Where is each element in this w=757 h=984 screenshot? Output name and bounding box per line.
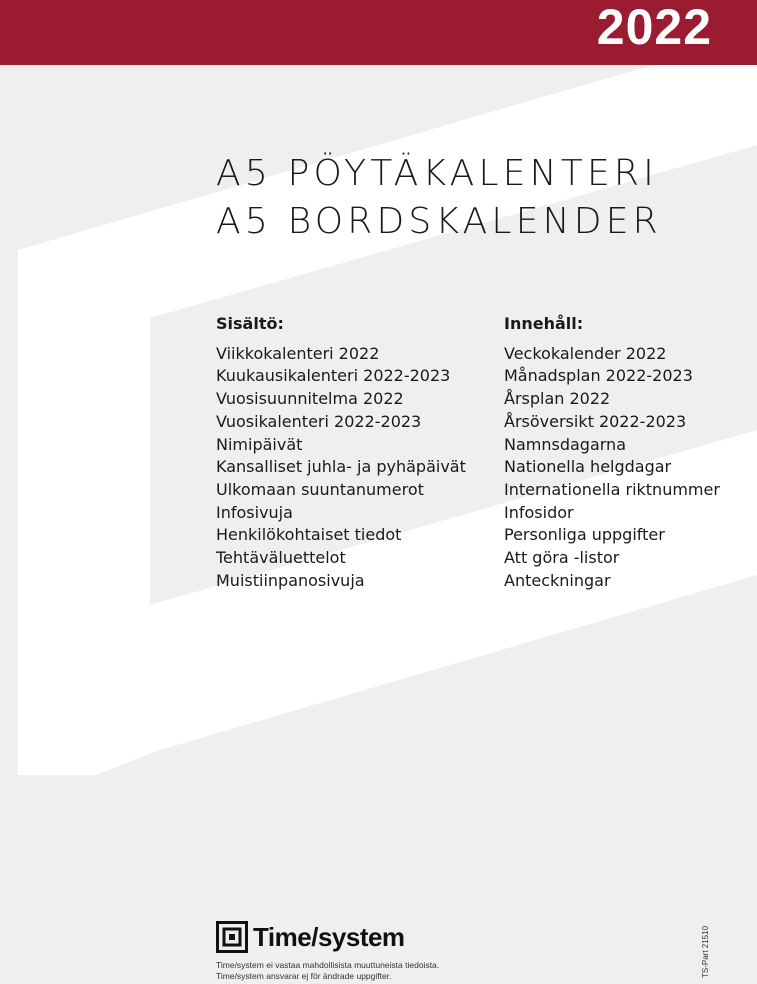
list-item: Nationella helgdagar <box>504 457 672 477</box>
contents-swedish <box>504 313 720 592</box>
part-number: TS-Part 21510 <box>701 925 710 978</box>
page-title <box>216 150 662 246</box>
list-item: Nimipäivät <box>216 434 303 454</box>
list-item: Personliga uppgifter <box>504 525 665 545</box>
list-item: Henkilökohtaiset tiedot <box>216 525 402 545</box>
title-line-swedish: A5 BORDSKALENDER <box>216 201 662 242</box>
list-item: Årsöversikt 2022-2023 <box>504 411 687 431</box>
list-item: Månadsplan 2022-2023 <box>504 366 693 386</box>
brand-logo <box>216 921 405 953</box>
list-item: Årsplan 2022 <box>504 389 611 409</box>
timesystem-square-logo-icon <box>216 921 248 953</box>
list-item: Muistiinpanosivuja <box>216 570 365 590</box>
list-item: Internationella riktnummer <box>504 479 720 499</box>
disclaimer <box>216 960 439 982</box>
contents-heading-finnish: Sisältö: <box>216 314 284 333</box>
contents-heading-swedish: Innehåll: <box>504 314 584 333</box>
list-item: Kuukausikalenteri 2022-2023 <box>216 366 451 386</box>
list-item: Infosidor <box>504 502 574 522</box>
brand-name: Time/system <box>253 921 405 952</box>
contents-finnish <box>216 313 466 592</box>
list-item: Viikkokalenteri 2022 <box>216 343 380 363</box>
year-label: 2022 <box>596 0 712 55</box>
list-item: Tehtäväluettelot <box>216 548 346 568</box>
list-item: Namnsdagarna <box>504 434 626 454</box>
list-item: Anteckningar <box>504 570 611 590</box>
disclaimer-finnish: Time/system ei vastaa mahdollisista muuttuneista tiedoista. <box>216 960 440 970</box>
list-item: Infosivuja <box>216 502 293 522</box>
contents-list-finnish <box>216 343 466 593</box>
disclaimer-swedish: Time/system ansvarar ej för ändrade uppgifter. <box>216 971 392 981</box>
list-item: Ulkomaan suuntanumerot <box>216 479 424 499</box>
list-item: Vuosisuunnitelma 2022 <box>216 389 404 409</box>
title-line-finnish: A5 PÖYTÄKALENTERI <box>216 153 658 194</box>
top-brand-bar <box>0 0 757 65</box>
list-item: Kansalliset juhla- ja pyhäpäivät <box>216 457 466 477</box>
contents-list-swedish <box>504 343 720 593</box>
list-item: Att göra -listor <box>504 548 620 568</box>
list-item: Vuosikalenteri 2022-2023 <box>216 411 422 431</box>
list-item: Veckokalender 2022 <box>504 343 667 363</box>
